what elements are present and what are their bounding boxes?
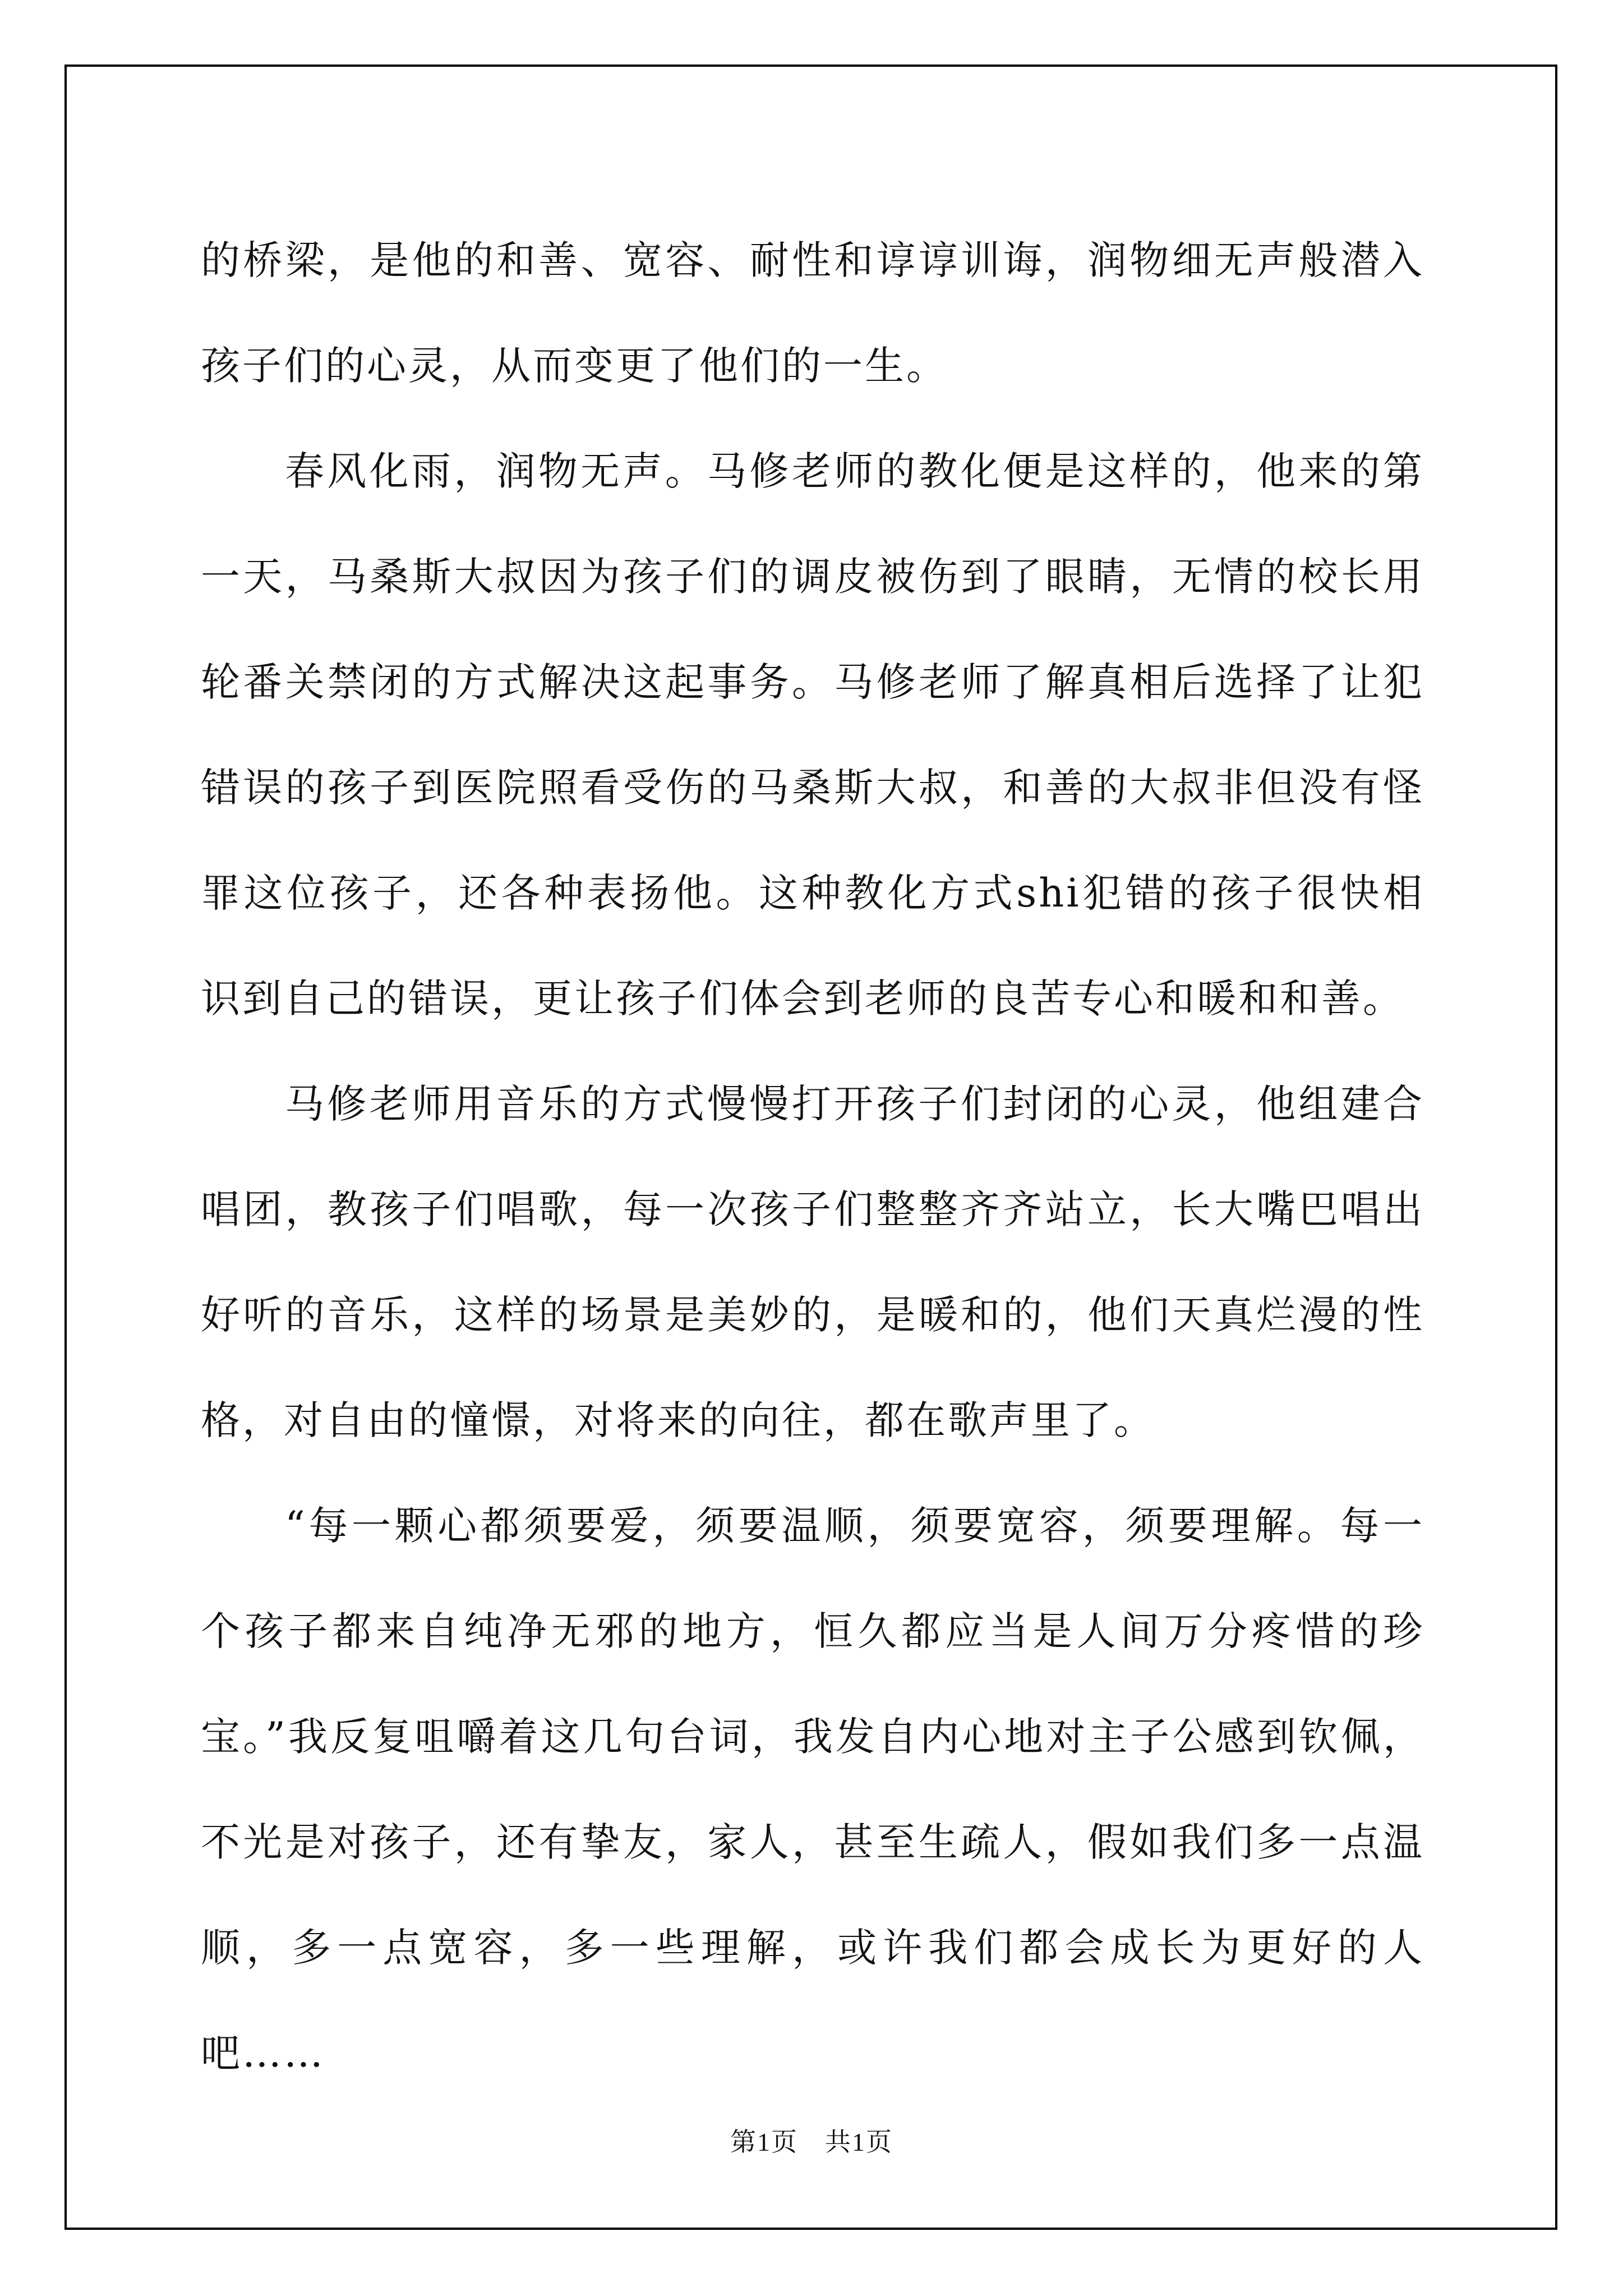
paragraph-4: “每一颗心都须要爱，须要温顺，须要宽容，须要理解。每一个孩子都来自纯净无邪的地方，恒久都应当是人间万分疼惜的珍宝。”我反复咀嚼着这几句台词，我发自内心地对主子公感到钦佩，不光是对孩子，还有挚友，家人，甚至生疏人，假如我们多一点温顺，多一点宽容，多一些理解，或许我们都会成长为更好的人吧…… [201,1503,1424,2076]
paragraph-1: 的桥梁，是他的和善、宽容、耐性和谆谆训诲，润物细无声般潜入孩子们的心灵，从而变更了他们的一生。 [201,237,1424,389]
paragraph-2: 春风化雨，润物无声。马修老师的教化便是这样的，他来的第一天，马桑斯大叔因为孩子们的调皮被伤到了眼睛，无情的校长用轮番关禁闭的方式解决这起事务。马修老师了解真相后选择了让犯错误的孩子到医院照看受伤的马桑斯大叔，和善的大叔非但没有怪罪这位孩子，还各种表扬他。这种教化方式shi犯错的孩子很快相识到自己的错误，更让孩子们体会到老师的良苦专心和暖和和善。 [201,448,1424,1022]
paragraph-3: 马修老师用音乐的方式慢慢打开孩子们封闭的心灵，他组建合唱团，教孩子们唱歌，每一次孩子们整整齐齐站立，长大嘴巴唱出好听的音乐，这样的场景是美妙的，是暖和的，他们天真烂漫的性格，对自由的憧憬，对将来的向往，都在歌声里了。 [201,1081,1424,1443]
document-body [201,208,1424,2106]
page-number-footer: 第1页 共1页 [730,2128,893,2156]
